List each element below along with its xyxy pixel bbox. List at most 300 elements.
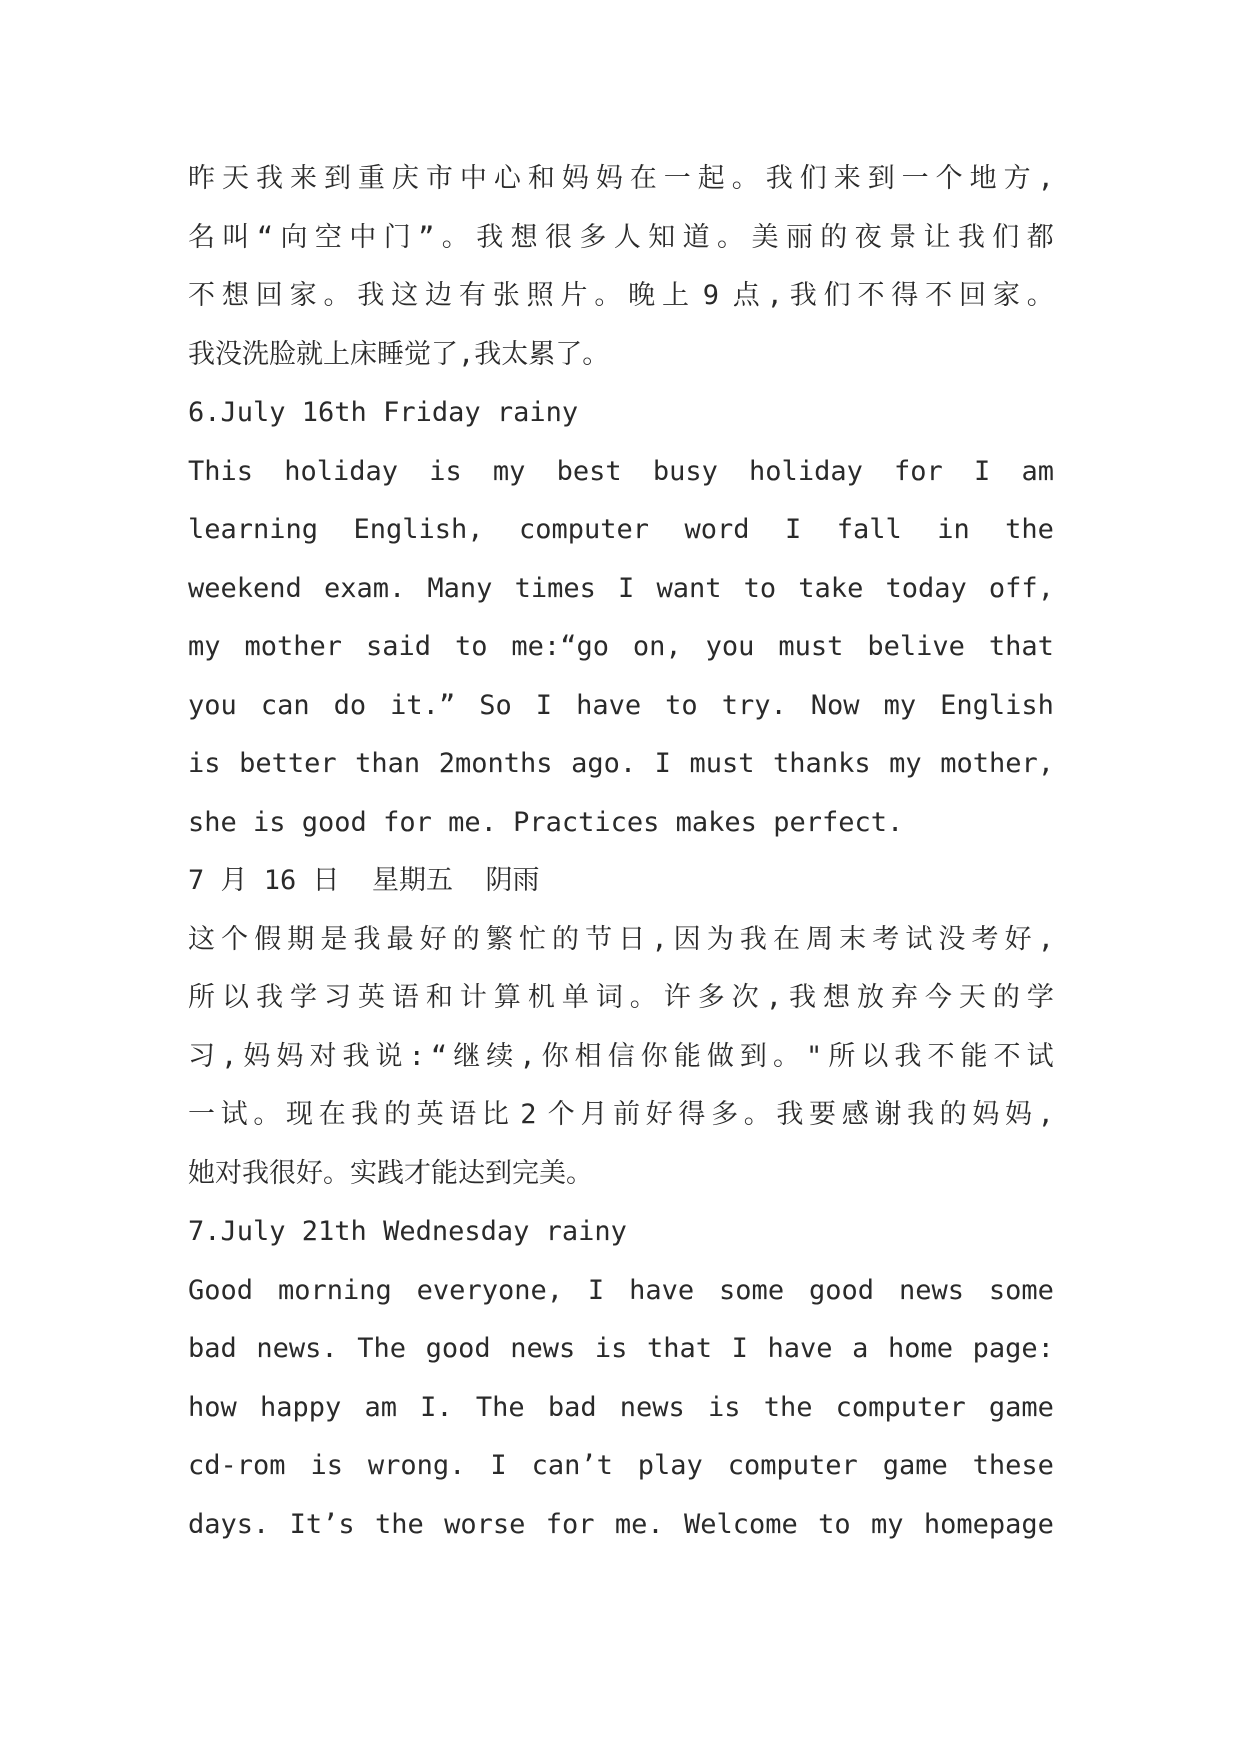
text-word: my (188, 631, 221, 662)
text-char: 不 (857, 280, 885, 311)
text-char: 英 (357, 982, 385, 1013)
text-line (188, 1028, 1054, 1087)
text-word: to (665, 689, 698, 721)
text-line (188, 911, 1054, 970)
text-word: bad (188, 1333, 237, 1364)
text-char: 多 (711, 1099, 739, 1130)
text-char: 名 (188, 221, 215, 253)
text-char: 张 (492, 280, 520, 311)
text-word: want (656, 572, 722, 604)
text-word: must (689, 748, 755, 779)
text-char: 和 (527, 163, 555, 194)
text-word: Welcome (684, 1508, 798, 1540)
text-char: 周 (806, 923, 834, 955)
text-word: the (763, 1391, 813, 1423)
text-word: is (594, 1333, 628, 1364)
text-word: for (545, 1508, 595, 1540)
text-word: times (514, 572, 596, 604)
text-char: 续 (486, 1040, 514, 1072)
text-line (188, 150, 1054, 209)
text-char: 考 (872, 923, 900, 955)
text-line (188, 735, 1054, 794)
text-char: 学 (1026, 982, 1054, 1013)
text-word: wrong. (367, 1450, 466, 1481)
text-char: 市 (425, 163, 453, 194)
text-char: 。 (717, 221, 745, 253)
text-char: 想 (510, 221, 538, 253)
text-char: 计 (459, 982, 487, 1013)
text-char: 末 (839, 923, 867, 955)
text-char: 个 (935, 163, 963, 194)
text-char: 们 (823, 280, 851, 311)
text-word: am (364, 1391, 397, 1423)
text-word: happy (259, 1391, 342, 1423)
text-char: 相 (574, 1040, 602, 1072)
text-char: 说 (375, 1040, 403, 1072)
text-char: 和 (425, 982, 453, 1013)
entry-heading-6: 6.July 16th Friday rainy (188, 397, 579, 428)
text-char: 想 (221, 280, 249, 311)
text-char: 都 (1026, 221, 1054, 253)
text-char: 。 (323, 280, 351, 311)
text-word: computer (519, 514, 650, 545)
text-char: 词 (595, 982, 623, 1013)
text-char: 单 (561, 982, 589, 1013)
text-line (188, 1262, 1054, 1321)
text-word: my (883, 689, 917, 721)
text-char: 回 (255, 280, 283, 311)
text-char: 个 (547, 1099, 575, 1130)
text-word: said (365, 631, 431, 662)
text-word: page: (972, 1333, 1054, 1364)
text-char: 是 (320, 923, 348, 955)
text-char: 所 (188, 982, 215, 1013)
text-char: 以 (861, 1040, 889, 1072)
text-char: 心 (493, 163, 521, 194)
text-char: 向 (280, 221, 308, 253)
text-char: 我 (957, 221, 985, 253)
text-char: 最 (386, 923, 414, 955)
text-char: 昨 (188, 163, 215, 194)
text-line (188, 1437, 1054, 1496)
text-word: I (654, 748, 671, 779)
text-word: that (988, 631, 1054, 662)
text-char: 我 (776, 1099, 804, 1130)
english-paragraph-entry-7 (188, 1262, 1054, 1555)
text-char: 妈 (972, 1099, 1000, 1130)
text-char: 起 (697, 163, 725, 194)
text-char: 有 (458, 280, 486, 311)
text-char: 丽 (785, 221, 813, 253)
text-char: 知 (648, 221, 676, 253)
text-word: I (587, 1274, 605, 1306)
text-char: 的 (820, 221, 848, 253)
text-char: 回 (959, 280, 987, 311)
text-word: my (871, 1508, 904, 1540)
text-word: holiday (284, 455, 399, 487)
text-char: 次 (731, 982, 759, 1013)
text-word: It’s (289, 1508, 355, 1540)
text-word: English (940, 689, 1054, 721)
text-char: 边 (425, 280, 453, 311)
text-char: 习 (188, 1040, 215, 1072)
text-line (188, 209, 1054, 268)
text-char: 我 (765, 163, 793, 194)
text-char: 到 (867, 163, 895, 194)
text-line (188, 969, 1054, 1028)
text-char: , (1037, 1099, 1054, 1130)
text-char: 你 (541, 1040, 569, 1072)
text-word: some (988, 1274, 1054, 1306)
text-word: it.” (390, 689, 456, 721)
text-word: news (898, 1274, 964, 1306)
text-char: 做 (706, 1040, 734, 1072)
text-word: the (375, 1508, 424, 1540)
text-char: ” (418, 221, 435, 253)
text-char: 天 (221, 163, 249, 194)
text-word: worse (444, 1508, 526, 1540)
text-line (188, 501, 1054, 560)
text-word: days. (188, 1508, 270, 1540)
text-char: 算 (493, 982, 521, 1013)
text-word: The (357, 1333, 407, 1364)
text-word: try. (721, 689, 787, 721)
text-char: 日 (618, 923, 646, 955)
text-char: 。 (594, 280, 622, 311)
text-char: 感 (841, 1099, 869, 1130)
text-word: must (778, 631, 844, 662)
text-word: word (684, 514, 750, 545)
text-word: So (479, 689, 512, 721)
entry-heading-6-chinese: 7 月 16 日 星期五 阴雨 (188, 865, 540, 896)
text-char: 能 (960, 1040, 988, 1072)
text-char: 想 (822, 982, 850, 1013)
text-char: 多 (697, 982, 725, 1013)
text-char: 上 (662, 280, 690, 311)
text-char: 得 (891, 280, 919, 311)
text-word: to (454, 631, 488, 662)
text-char: 妈 (595, 163, 623, 194)
text-char: 信 (607, 1040, 635, 1072)
text-char: 学 (289, 982, 317, 1013)
text-word: weekend (188, 572, 302, 604)
text-char: , (765, 982, 782, 1013)
text-char: 这 (391, 280, 419, 311)
text-char: 语 (449, 1099, 477, 1130)
text-char: 点 (732, 280, 760, 311)
text-char: 到 (739, 1040, 767, 1072)
text-char: 。 (731, 163, 759, 194)
text-char: 我 (476, 221, 504, 253)
text-line (188, 677, 1054, 736)
text-word: exam. (323, 572, 406, 604)
text-char: 今 (924, 982, 952, 1013)
text-char: 放 (856, 982, 884, 1013)
text-word: bad (547, 1391, 597, 1423)
text-char: 节 (585, 923, 613, 955)
text-char: 夜 (854, 221, 882, 253)
text-word: in (937, 514, 970, 545)
text-char: 你 (640, 1040, 668, 1072)
text-line (188, 560, 1054, 619)
text-word: how (188, 1391, 237, 1423)
text-char: 期 (287, 923, 315, 955)
text-word: I (731, 1333, 748, 1364)
text-word: you (188, 689, 237, 721)
text-char: 2 (520, 1099, 537, 1130)
text-line (188, 1086, 1054, 1145)
text-word: is (429, 455, 462, 487)
text-char: 试 (220, 1099, 248, 1130)
text-word: ago. (571, 748, 637, 779)
text-word: holiday (749, 455, 863, 487)
text-word: to (818, 1508, 851, 1540)
text-char: " (806, 1040, 823, 1072)
text-char: 很 (545, 221, 572, 253)
text-char: 。 (629, 982, 657, 1013)
text-char: 好 (645, 1099, 673, 1130)
text-char: , (221, 1040, 238, 1072)
text-char: : (408, 1040, 425, 1072)
text-word: game (882, 1450, 948, 1481)
text-word: I. (420, 1391, 453, 1423)
text-char: 我 (907, 1099, 935, 1130)
text-word: Many (427, 572, 493, 604)
text-word: am (1021, 455, 1054, 487)
text-word: I (974, 455, 991, 487)
text-char: 不 (927, 1040, 955, 1072)
text-char: 在 (318, 1099, 346, 1130)
text-char: 我 (255, 163, 283, 194)
text-word: fall (836, 514, 902, 545)
text-line (188, 443, 1054, 502)
text-word: these (972, 1450, 1054, 1481)
text-word: you (705, 631, 755, 662)
text-char: 月 (580, 1099, 608, 1130)
text-char: 所 (828, 1040, 856, 1072)
text-char: 考 (971, 923, 999, 955)
text-word: best (556, 455, 622, 487)
text-word: have (629, 1274, 695, 1306)
text-char: 们 (992, 221, 1020, 253)
text-char: 许 (663, 982, 691, 1013)
text-char: 英 (416, 1099, 444, 1130)
text-word: better (239, 748, 337, 779)
text-char: 忙 (518, 923, 546, 955)
text-word: the (1005, 514, 1054, 545)
text-word: I (618, 572, 635, 604)
text-char: 到 (323, 163, 351, 194)
text-char: , (519, 1040, 536, 1072)
text-char: 晚 (628, 280, 656, 311)
text-char: 个 (221, 923, 249, 955)
text-char: 习 (323, 982, 351, 1013)
text-word: play (637, 1450, 703, 1481)
text-char: 好 (1004, 923, 1032, 955)
chinese-paragraph-entry-6 (188, 911, 1054, 1204)
text-char: 重 (357, 163, 385, 194)
text-char: 我 (351, 1099, 379, 1130)
text-word: news. (256, 1333, 338, 1364)
text-word: belive (867, 631, 965, 662)
text-char: 。 (1026, 280, 1054, 311)
text-word: is (310, 1450, 343, 1481)
text-char: 妈 (243, 1040, 271, 1072)
text-word: good (809, 1274, 875, 1306)
text-char: 为 (706, 923, 734, 955)
text-word: can (260, 689, 310, 721)
text-char: 不 (925, 280, 953, 311)
text-char: 妈 (561, 163, 589, 194)
text-word: have (767, 1333, 833, 1364)
text-char: 家 (289, 280, 317, 311)
text-char: 我 (357, 280, 385, 311)
text-word: news (510, 1333, 576, 1364)
text-char: 我 (255, 982, 283, 1013)
text-word: 2months (438, 748, 553, 779)
text-char: 地 (969, 163, 997, 194)
text-char: 的 (552, 923, 580, 955)
text-char: 的 (452, 923, 480, 955)
text-word: computer (727, 1450, 858, 1481)
text-word: mother (244, 631, 343, 662)
text-char: 。 (441, 221, 469, 253)
text-char: 空 (314, 221, 342, 253)
text-char: 。 (743, 1099, 771, 1130)
text-word: morning (277, 1274, 392, 1306)
text-word: English, (353, 514, 484, 545)
text-word: good (425, 1333, 491, 1364)
text-char: 门 (383, 221, 411, 253)
text-char: 道 (682, 221, 710, 253)
text-line (188, 1320, 1054, 1379)
text-word: Good (188, 1274, 254, 1306)
text-char: 现 (285, 1099, 313, 1130)
text-line: she is good for me. Practices makes perfect. (188, 806, 904, 838)
text-char: 假 (254, 923, 282, 955)
text-char: 不 (993, 1040, 1021, 1072)
text-word: a (852, 1333, 869, 1364)
text-word: have (576, 689, 642, 721)
text-word: for (894, 455, 943, 487)
text-word: can’t (531, 1450, 613, 1481)
text-char: 没 (938, 923, 966, 955)
text-char: 能 (673, 1040, 701, 1072)
text-char: 来 (289, 163, 317, 194)
text-char: 景 (889, 221, 917, 253)
text-char: 庆 (391, 163, 419, 194)
text-char: 试 (905, 923, 933, 955)
text-char: 方 (1003, 163, 1031, 194)
text-word: I (535, 689, 553, 721)
text-char: 在 (629, 163, 657, 194)
text-char: 不 (188, 280, 215, 311)
text-word: than (355, 748, 421, 779)
text-line (188, 267, 1054, 326)
text-char: 要 (809, 1099, 837, 1130)
text-char: 试 (1026, 1040, 1054, 1072)
text-char: , (1037, 923, 1054, 955)
text-line: 我没洗脸就上床睡觉了,我太累了。 (188, 338, 610, 370)
text-char: 我 (353, 923, 381, 955)
text-char: 中 (459, 163, 487, 194)
text-char: 人 (613, 221, 641, 253)
text-word: I (490, 1450, 507, 1481)
text-char: 们 (799, 163, 827, 194)
chinese-paragraph-outing (188, 150, 1054, 384)
text-char: 天 (958, 982, 986, 1013)
text-word: my (492, 455, 526, 487)
text-char: 中 (349, 221, 377, 253)
text-char: 得 (678, 1099, 706, 1130)
text-word: my (889, 748, 922, 779)
text-char: 对 (309, 1040, 337, 1072)
text-char: 我 (894, 1040, 922, 1072)
text-char: 我 (739, 923, 767, 955)
text-char: 。 (772, 1040, 800, 1072)
text-char: 比 (481, 1099, 509, 1130)
text-char: 好 (419, 923, 447, 955)
text-char: , (1037, 163, 1054, 194)
text-char: 在 (772, 923, 800, 955)
text-word: me. (614, 1508, 664, 1540)
text-char: 9 (702, 280, 720, 311)
english-paragraph-entry-6 (188, 443, 1054, 853)
text-char: 因 (673, 923, 701, 955)
entry-heading-7: 7.July 21th Wednesday rainy (188, 1216, 627, 1247)
text-char: 。 (253, 1099, 281, 1130)
text-char: 我 (788, 982, 816, 1013)
text-char: 家 (992, 280, 1020, 311)
text-word: on, (632, 631, 682, 662)
text-word: Now (810, 689, 860, 721)
text-word: game (988, 1391, 1054, 1423)
text-char: 妈 (276, 1040, 304, 1072)
text-word: take (798, 572, 864, 604)
text-char: 弃 (890, 982, 918, 1013)
text-char: 来 (833, 163, 861, 194)
text-word: today (885, 572, 967, 604)
text-word: This (188, 455, 254, 487)
text-char: 片 (560, 280, 588, 311)
text-word: is (188, 748, 221, 779)
text-word: I (784, 514, 802, 545)
text-char: 美 (751, 221, 779, 253)
text-char: 一 (188, 1099, 215, 1130)
text-word: news (619, 1391, 685, 1423)
text-word: home (887, 1333, 953, 1364)
document-body (188, 150, 1054, 1554)
text-char: 的 (939, 1099, 967, 1130)
text-char: 繁 (485, 923, 513, 955)
text-word: computer (835, 1391, 966, 1423)
text-word: some (719, 1274, 785, 1306)
text-char: 多 (579, 221, 607, 253)
text-word: learning (188, 514, 319, 545)
text-char: “ (430, 1040, 448, 1072)
text-char: 这 (188, 923, 215, 955)
text-line (188, 618, 1054, 677)
text-char: 我 (342, 1040, 370, 1072)
text-char: 一 (663, 163, 691, 194)
text-char: 一 (901, 163, 929, 194)
text-word: is (708, 1391, 741, 1423)
text-word: busy (652, 455, 718, 487)
text-char: 照 (526, 280, 554, 311)
text-word: cd-rom (188, 1450, 286, 1481)
text-char: 的 (992, 982, 1020, 1013)
text-char: , (651, 923, 668, 955)
